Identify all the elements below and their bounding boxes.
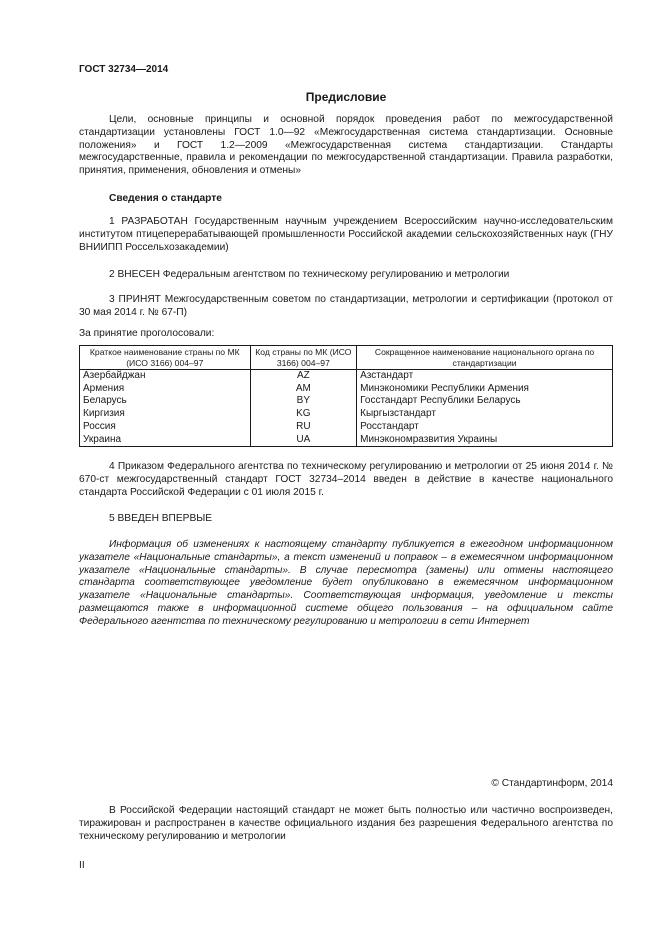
table-header-row — [80, 346, 613, 370]
country-cell: Украина — [80, 434, 251, 447]
table-row — [80, 408, 613, 421]
code-cell: AM — [250, 383, 357, 396]
body-cell: Росстандарт — [357, 421, 613, 434]
item-enacted: 4 Приказом Федерального агентства по техническому регулированию и метрологии от 25 июня 2014 г. № 670-ст межгосударственный стандарт ГОСТ 32734–2014 введен в действие в качестве национального стандарта Российской Федерации с 01 июля 2015 г. — [79, 461, 613, 498]
voting-table — [79, 345, 613, 447]
table-row — [80, 434, 613, 447]
table-row — [80, 421, 613, 434]
code-cell: UA — [250, 434, 357, 447]
document-id: ГОСТ 32734—2014 — [79, 64, 169, 75]
item-developed: 1 РАЗРАБОТАН Государственным научным учреждением Всероссийским научно-исследовательским институтом птицеперерабатывающей промышленности Российской академии сельскохозяйственных наук (ГНУ ВНИИПП Россельхозакадемии) — [79, 216, 613, 253]
intro-paragraph: Цели, основные принципы и основной порядок проведения работ по межгосударственной стандартизации установлены ГОСТ 1.0—92 «Межгосударственная система стандартизации. Основные положения» и ГОСТ 1.2—2009 «Межгосударственная система стандартизации. Стандарты межгосударственные, правила и рекомендации по межгосударственной стандартизации. Правила разработки, принятия, применения, обновления и отмены» — [79, 114, 613, 177]
country-cell: Киргизия — [80, 408, 251, 421]
table-row — [80, 395, 613, 408]
column-header-body: Сокращенное наименование национального органа по стандартизации — [357, 346, 613, 370]
code-cell: BY — [250, 395, 357, 408]
country-cell: Армения — [80, 383, 251, 396]
table-row — [80, 370, 613, 383]
code-cell: RU — [250, 421, 357, 434]
body-cell: Минэкономики Республики Армения — [357, 383, 613, 396]
column-header-code: Код страны по МК (ИСО 3166) 004–97 — [250, 346, 357, 370]
column-header-country: Краткое наименование страны по МК (ИСО 3166) 004–97 — [80, 346, 251, 370]
body-cell: Госстандарт Республики Беларусь — [357, 395, 613, 408]
item-first-time: 5 ВВЕДЕН ВПЕРВЫЕ — [109, 513, 213, 524]
page-title: Предисловие — [305, 90, 387, 104]
code-cell: KG — [250, 408, 357, 421]
body-cell: Минэкономразвития Украины — [357, 434, 613, 447]
item-adopted: 3 ПРИНЯТ Межгосударственным советом по стандартизации, метрологии и сертификации (протокол от 30 мая 2014 г. № 67-П) — [79, 294, 613, 318]
country-cell: Азербайджан — [80, 370, 251, 383]
table-row — [80, 383, 613, 396]
legal-notice: В Российской Федерации настоящий стандарт не может быть полностью или частично воспроизведен, тиражирован и распространен в качестве официального издания без разрешения Федерального агентства по техническому регулированию и метрологии — [79, 805, 613, 842]
amendments-notice: Информация об изменениях к настоящему стандарту публикуется в ежегодном информационном указателе «Национальные стандарты», а текст изменений и поправок – в ежемесячном информационном указателе «Национальные стандарты». В случае пересмотра (замены) или отмены настоящего стандарта соответствующее уведомление будет опубликовано в ежемесячном информационном указателе «Национальные стандарты». Соответствующая информация, уведомление и тексты размещаются также в информационной системе общего пользования – на официальном сайте Федерального агентства по техническому регулированию и метрологии в сети Интернет — [79, 539, 613, 627]
copyright-line: © Стандартинформ, 2014 — [491, 778, 613, 789]
country-cell: Россия — [80, 421, 251, 434]
body-cell: Кыргызстандарт — [357, 408, 613, 421]
vote-label: За принятие проголосовали: — [79, 328, 215, 339]
code-cell: AZ — [250, 370, 357, 383]
body-cell: Азстандарт — [357, 370, 613, 383]
item-introduced: 2 ВНЕСЕН Федеральным агентством по техническому регулированию и метрологии — [109, 269, 510, 280]
page-number: II — [79, 860, 85, 871]
info-heading: Сведения о стандарте — [109, 193, 222, 204]
country-cell: Беларусь — [80, 395, 251, 408]
